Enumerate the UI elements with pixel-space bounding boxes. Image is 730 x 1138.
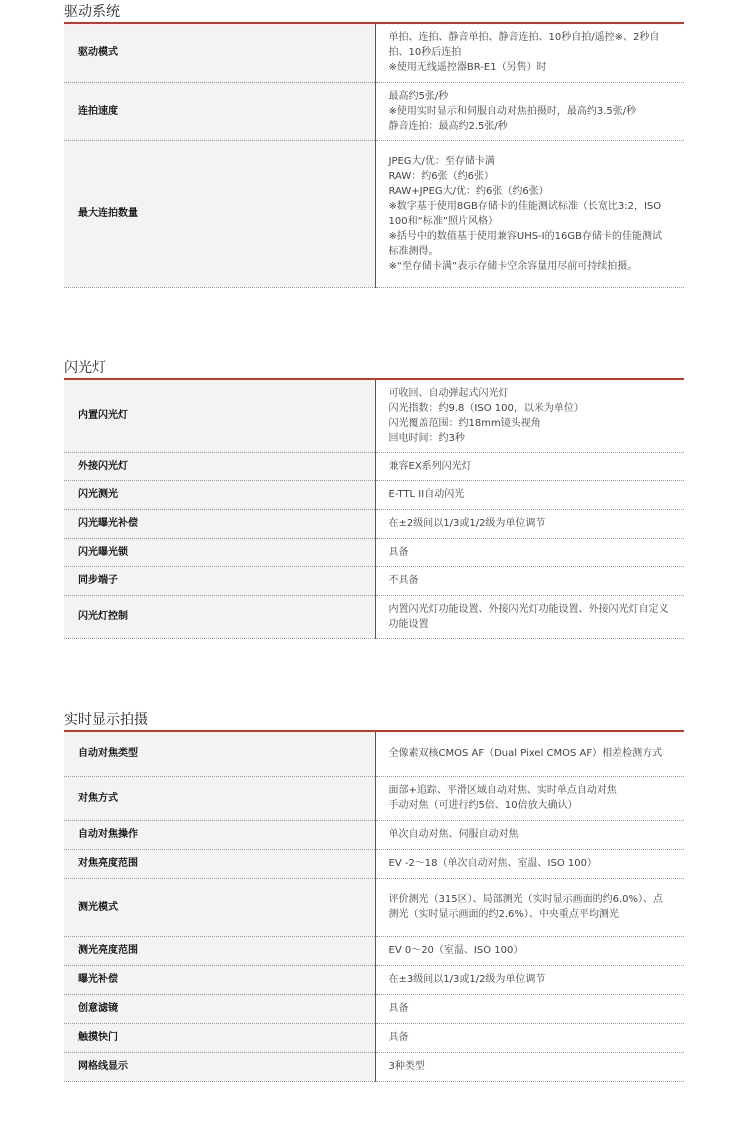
table-row [64, 732, 684, 776]
row-label: 测光亮度范围 [64, 936, 375, 965]
row-value: EV -2～18（单次自动对焦、室温、ISO 100） [375, 849, 684, 878]
row-label: 连拍速度 [64, 82, 375, 140]
row-value: 单拍、连拍、静音单拍、静音连拍、10秒自拍/遥控※、2秒自拍、10秒后连拍 ※使用无线遥控器BR-E1（另售）时 [375, 24, 684, 82]
row-label: 触摸快门 [64, 1023, 375, 1052]
table-row [64, 1052, 684, 1081]
spec-table [64, 732, 684, 1082]
row-value: 在±3级间以1/3或1/2级为单位调节 [375, 965, 684, 994]
row-label: 闪光曝光锁 [64, 538, 375, 566]
table-row [64, 480, 684, 509]
row-label: 驱动模式 [64, 24, 375, 82]
row-label: 同步端子 [64, 566, 375, 595]
table-row [64, 595, 684, 638]
spec-table [64, 24, 684, 288]
table-row [64, 820, 684, 849]
section-title: 闪光灯 [64, 356, 684, 380]
row-value: 具备 [375, 1023, 684, 1052]
row-value: 具备 [375, 538, 684, 566]
spec-table [64, 380, 684, 639]
table-row [64, 566, 684, 595]
row-value: 3种类型 [375, 1052, 684, 1081]
section-title: 实时显示拍摄 [64, 708, 684, 732]
row-value: 全像素双核CMOS AF（Dual Pixel CMOS AF）相差检测方式 [375, 732, 684, 776]
row-value: 可收回、自动弹起式闪光灯 闪光指数：约9.8（ISO 100，以米为单位） 闪光覆盖范围：约18mm镜头视角 回电时间：约3秒 [375, 380, 684, 452]
row-label: 创意滤镜 [64, 994, 375, 1023]
table-row [64, 82, 684, 140]
row-value: 不具备 [375, 566, 684, 595]
row-value: JPEG大/优：至存储卡满 RAW：约6张（约6张） RAW+JPEG大/优：约6张（约6张） ※数字基于使用8GB存储卡的佳能测试标准（长宽比3:2，ISO 100和“标准”照片风格） ※括号中的数值基于使用兼容UHS-I的16GB存储卡的佳能测试标准测得。 ※“至存储卡满”表示存储卡空余容量用尽前可持续拍摄。 [375, 140, 684, 287]
table-row [64, 878, 684, 936]
row-value: 在±2级间以1/3或1/2级为单位调节 [375, 509, 684, 538]
table-row [64, 380, 684, 452]
row-value: EV 0～20（室温、ISO 100） [375, 936, 684, 965]
row-label: 曝光补偿 [64, 965, 375, 994]
row-value: 单次自动对焦、伺服自动对焦 [375, 820, 684, 849]
table-row [64, 509, 684, 538]
row-value: 内置闪光灯功能设置、外接闪光灯功能设置、外接闪光灯自定义功能设置 [375, 595, 684, 638]
row-value: 兼容EX系列闪光灯 [375, 452, 684, 480]
table-row [64, 776, 684, 820]
section-drive-system [64, 0, 684, 288]
row-value: 面部+追踪、平滑区域自动对焦、实时单点自动对焦 手动对焦（可进行约5倍、10倍放大确认） [375, 776, 684, 820]
table-row [64, 452, 684, 480]
section-flash [64, 356, 684, 639]
section-live-view-shooting [64, 708, 684, 1082]
row-label: 对焦方式 [64, 776, 375, 820]
row-label: 闪光曝光补偿 [64, 509, 375, 538]
row-label: 最大连拍数量 [64, 140, 375, 287]
table-row [64, 24, 684, 82]
table-row [64, 994, 684, 1023]
row-label: 测光模式 [64, 878, 375, 936]
row-label: 自动对焦类型 [64, 732, 375, 776]
section-title: 驱动系统 [64, 0, 684, 24]
row-label: 闪光测光 [64, 480, 375, 509]
table-row [64, 849, 684, 878]
table-row [64, 140, 684, 287]
row-label: 外接闪光灯 [64, 452, 375, 480]
table-row [64, 538, 684, 566]
row-value: 评价测光（315区）、局部测光（实时显示画面的约6.0%）、点测光（实时显示画面的约2.6%）、中央重点平均测光 [375, 878, 684, 936]
row-label: 自动对焦操作 [64, 820, 375, 849]
row-value: 最高约5张/秒 ※使用实时显示和伺服自动对焦拍摄时，最高约3.5张/秒 静音连拍：最高约2.5张/秒 [375, 82, 684, 140]
row-label: 网格线显示 [64, 1052, 375, 1081]
table-row [64, 965, 684, 994]
row-label: 内置闪光灯 [64, 380, 375, 452]
row-label: 对焦亮度范围 [64, 849, 375, 878]
row-value: 具备 [375, 994, 684, 1023]
row-label: 闪光灯控制 [64, 595, 375, 638]
row-value: E-TTL II自动闪光 [375, 480, 684, 509]
table-row [64, 1023, 684, 1052]
table-row [64, 936, 684, 965]
